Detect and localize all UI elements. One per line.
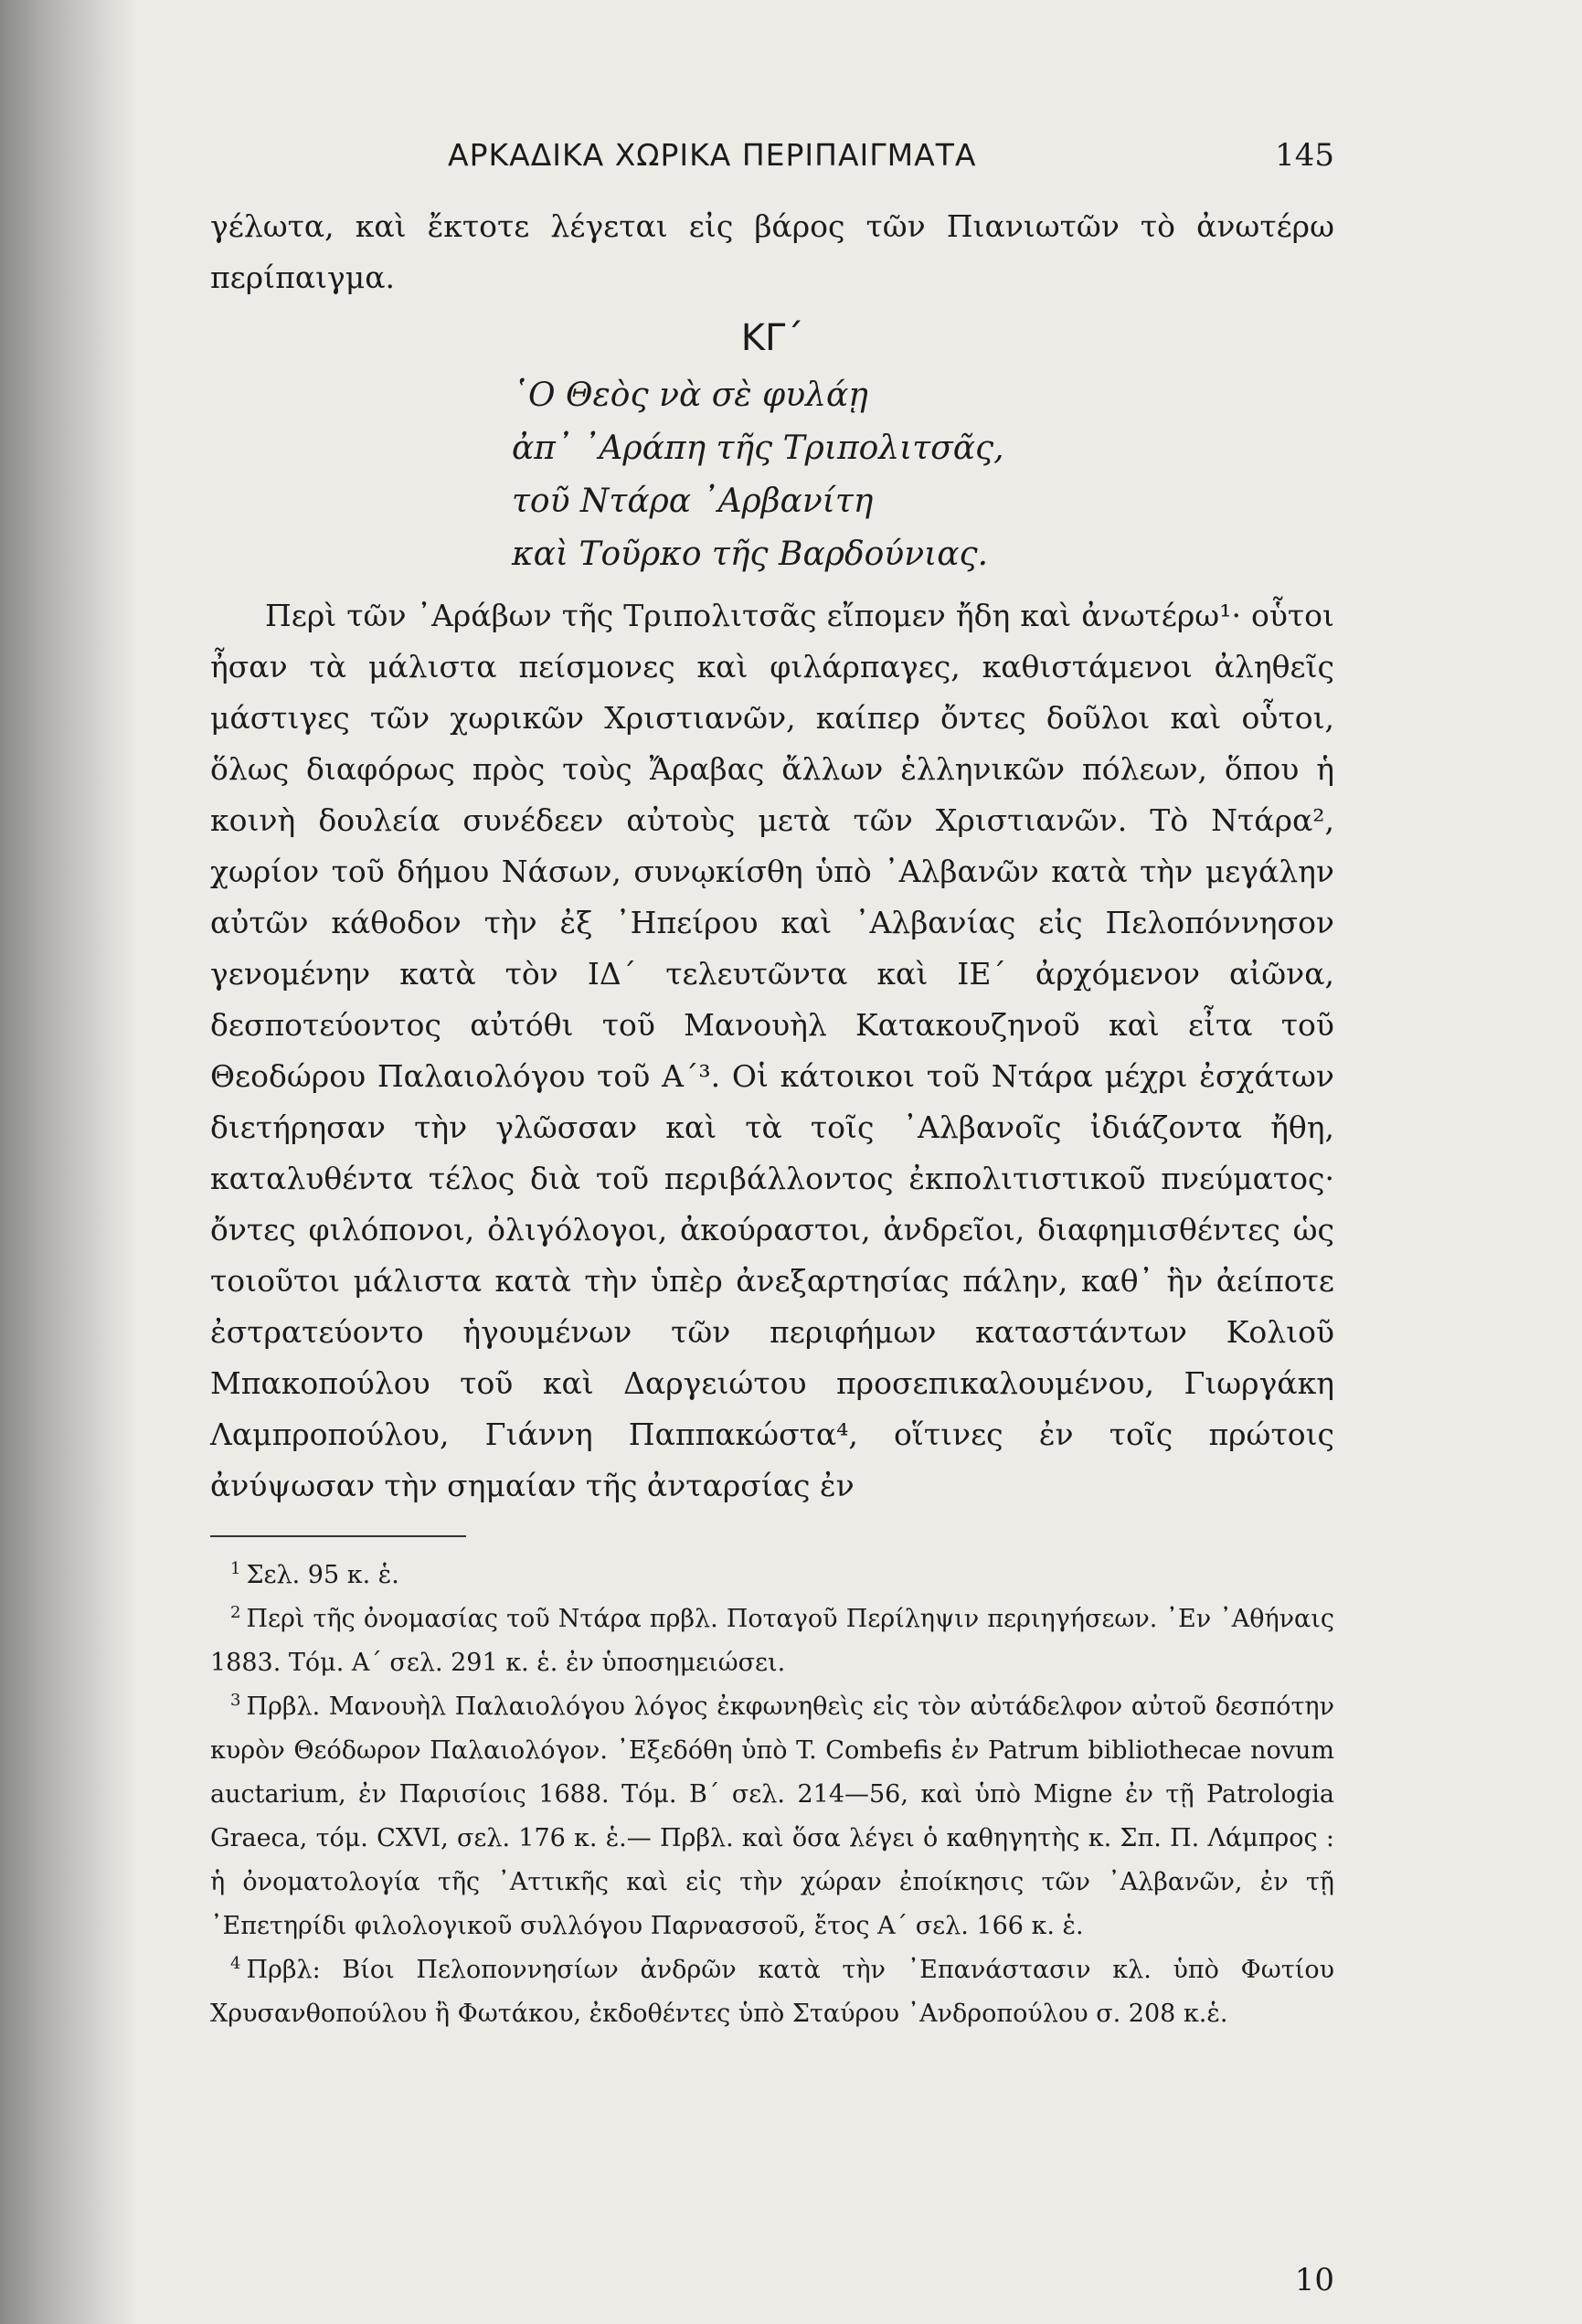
footnote-text: Πρβλ. Μανουὴλ Παλαιολόγου λόγος ἐκφωνηθεὶς εἰς τὸν αὐτάδελφον αὐτοῦ δεσπότην κυρὸν Θεόδωρον Παλαιολόγον. ᾿Εξεδόθη ὑπὸ T. Combefis ἐν Patrum bibliothecae novum auctarium, ἐν Παρισίοις 1688. Τόμ. Β΄ σελ. 214—56, καὶ ὑπὸ Migne ἐν τῇ Patrologia Graeca, τόμ. CXVI, σελ. 176 κ. ἑ.— Πρβλ. καὶ ὅσα λέγει ὁ καθηγητὴς κ. Σπ. Π. Λάμπρος : ἡ ὀνοματολογία τῆς ᾿Αττικῆς καὶ εἰς τὴν χώραν ἐποίκησις τῶν ᾿Αλβανῶν, ἐν τῇ ᾿Επετηρίδι φιλολογικοῦ συλλόγου Παρνασσοῦ, ἔτος Α΄ σελ. 166 κ. ἑ. xyxy=(210,1693,1334,1940)
page-header xyxy=(210,137,1334,201)
verse-line: ἀπ᾿ ᾿Αράπη τῆς Τριπολιτσᾶς, xyxy=(512,430,1004,467)
footnote xyxy=(210,1597,1334,1685)
signature-mark: 10 xyxy=(1294,2262,1334,2298)
footnote-number: 2 xyxy=(230,1603,241,1622)
opening-text: γέλωτα, καὶ ἔκτοτε λέγεται εἰς βάρος τῶν Πιανιωτῶν τὸ ἀνωτέρω περίπαιγμα. xyxy=(210,208,1334,295)
book-gutter-shadow xyxy=(0,0,137,2324)
footnote-number: 1 xyxy=(230,1559,241,1578)
page-number: 145 xyxy=(1275,137,1334,174)
section-heading: ΚΓ΄ xyxy=(740,317,804,359)
footnote-text: Σελ. 95 κ. ἑ. xyxy=(246,1561,399,1589)
footnote xyxy=(210,1685,1334,1948)
footnotes xyxy=(210,1554,1334,2036)
verse-line: καὶ Τοῦρκο τῆς Βαρδούνιας. xyxy=(512,536,989,573)
footnote-number: 3 xyxy=(230,1691,241,1710)
verse-line: τοῦ Ντάρα ᾿Αρβανίτη xyxy=(512,483,874,520)
verse-line: ῾Ο Θεὸς νὰ σὲ φυλάῃ xyxy=(512,377,868,414)
footnote xyxy=(210,1554,1334,1597)
main-paragraph: Περὶ τῶν ᾿Αράβων τῆς Τριπολιτσᾶς εἴπομεν ἤδη καὶ ἀνωτέρω¹· οὗτοι ἦσαν τὰ μάλιστα πείσμονες καὶ φιλάρπαγες, καθιστάμενοι ἀληθεῖς μάστιγες τῶν χωρικῶν Χριστιανῶν, καίπερ ὄντες δοῦλοι καὶ οὗτοι, ὅλως διαφόρως πρὸς τοὺς Ἄραβας ἄλλων ἑλληνικῶν πόλεων, ὅπου ἡ κοινὴ δουλεία συνέδεεν αὐτοὺς μετὰ τῶν Χριστιανῶν. Τὸ Ντάρα², χωρίον τοῦ δήμου Νάσων, συνῳκίσθη ὑπὸ ᾿Αλβανῶν κατὰ τὴν μεγάλην αὐτῶν κάθοδον τὴν ἐξ ᾿Ηπείρου καὶ ᾿Αλβανίας εἰς Πελοπόννησον γενομένην κατὰ τὸν ΙΔ΄ τελευτῶντα καὶ ΙΕ΄ ἀρχόμενον αἰῶνα, δεσποτεύοντος αὐτόθι τοῦ Μανουὴλ Κατακουζηνοῦ καὶ εἶτα τοῦ Θεοδώρου Παλαιολόγου τοῦ Α΄³. Οἱ κάτοικοι τοῦ Ντάρα μέχρι ἐσχάτων διετήρησαν τὴν γλῶσσαν καὶ τὰ τοῖς ᾿Αλβανοῖς ἰδιάζοντα ἤθη, καταλυθέντα τέλος διὰ τοῦ περιβάλλοντος ἐκπολιτιστικοῦ πνεύματος· ὄντες φιλόπονοι, ὀλιγόλογοι, ἀκούραστοι, ἀνδρεῖοι, διαφημισθέντες ὡς τοιοῦτοι μάλιστα κατὰ τὴν ὑπὲρ ἀνεξαρτησίας πάλην, καθ᾿ ἣν ἀείποτε ἐστρατεύοντο ἡγουμένων τῶν περιφήμων καταστάντων Κολιοῦ Μπακοπούλου τοῦ καὶ Δαργειώτου προσεπικαλουμένου, Γιωργάκη Λαμπροπούλου, Γιάννη Παππακώστα⁴, οἵτινες ἐν τοῖς πρώτοις ἀνύψωσαν τὴν σημαίαν τῆς ἀνταρσίας ἐν xyxy=(210,598,1334,1503)
footnote xyxy=(210,1948,1334,2036)
footnote-rule xyxy=(210,1535,466,1537)
footnote-text: Περὶ τῆς ὀνομασίας τοῦ Ντάρα πρβλ. Ποταγοῦ Περίληψιν περιηγήσεων. ᾿Εν ᾿Αθήναις 1883. Τόμ. Α΄ σελ. 291 κ. ἑ. ἐν ὑποσημειώσει. xyxy=(210,1605,1334,1677)
footnote-number: 4 xyxy=(230,1954,241,1973)
footnote-text: Πρβλ: Βίοι Πελοποννησίων ἀνδρῶν κατὰ τὴν ᾿Επανάστασιν κλ. ὑπὸ Φωτίου Χρυσανθοπούλου ἢ Φωτάκου, ἐκδοθέντες ὑπὸ Σταύρου ᾿Ανδροπούλου σ. 208 κ.ἑ. xyxy=(210,1956,1334,2028)
verse-block xyxy=(512,369,1334,581)
book-page xyxy=(210,137,1334,2298)
running-title: ΑΡΚΑΔΙΚΑ ΧΩΡΙΚΑ ΠΕΡΙΠΑΙΓΜΑΤΑ xyxy=(448,137,977,173)
